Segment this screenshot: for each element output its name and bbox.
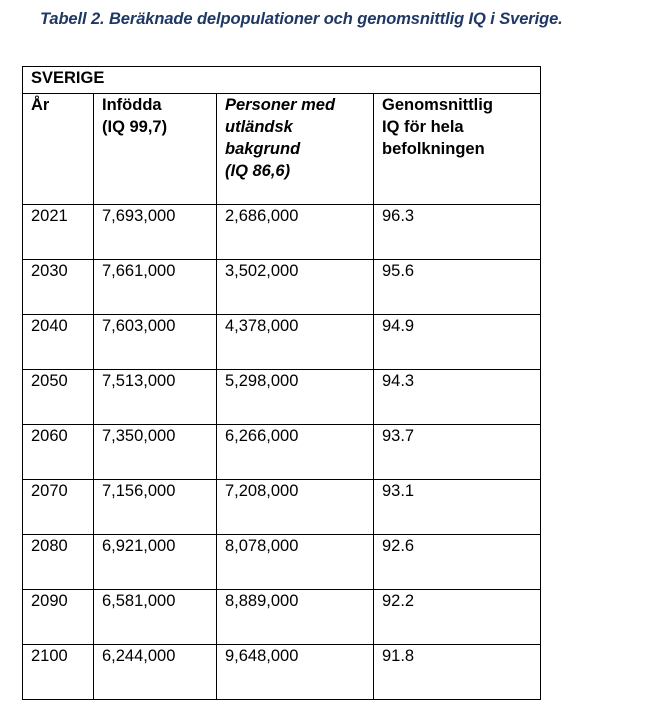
table-row (23, 590, 541, 645)
cell-average-iq: 93.7 (374, 425, 541, 480)
country-row (23, 67, 541, 94)
cell-foreign-background: 7,208,000 (217, 480, 374, 535)
cell-foreign-background: 9,648,000 (217, 645, 374, 700)
table-row (23, 480, 541, 535)
table-row (23, 425, 541, 480)
cell-natives: 7,350,000 (94, 425, 217, 480)
cell-foreign-background: 6,266,000 (217, 425, 374, 480)
header-line: År (31, 96, 50, 114)
population-table (22, 66, 541, 700)
cell-year: 2030 (23, 260, 94, 315)
table-row (23, 205, 541, 260)
cell-natives: 6,581,000 (94, 590, 217, 645)
cell-natives: 7,693,000 (94, 205, 217, 260)
table-row (23, 535, 541, 590)
cell-natives: 7,661,000 (94, 260, 217, 315)
table-row (23, 645, 541, 700)
table-row (23, 315, 541, 370)
cell-foreign-background: 8,889,000 (217, 590, 374, 645)
table-row (23, 260, 541, 315)
header-line: IQ för hela (382, 118, 464, 136)
header-line: bakgrund (225, 140, 301, 158)
cell-average-iq: 92.6 (374, 535, 541, 590)
cell-foreign-background: 3,502,000 (217, 260, 374, 315)
cell-year: 2021 (23, 205, 94, 260)
country-label: SVERIGE (23, 67, 541, 94)
header-line: utländsk (225, 118, 293, 136)
cell-average-iq: 93.1 (374, 480, 541, 535)
header-line: Personer med (225, 96, 336, 114)
cell-average-iq: 91.8 (374, 645, 541, 700)
cell-natives: 6,921,000 (94, 535, 217, 590)
cell-foreign-background: 8,078,000 (217, 535, 374, 590)
data-rows (23, 205, 541, 700)
cell-foreign-background: 4,378,000 (217, 315, 374, 370)
cell-year: 2040 (23, 315, 94, 370)
cell-foreign-background: 2,686,000 (217, 205, 374, 260)
cell-average-iq: 95.6 (374, 260, 541, 315)
header-year (23, 94, 94, 205)
cell-average-iq: 92.2 (374, 590, 541, 645)
header-line: Genomsnittlig (382, 96, 493, 114)
cell-year: 2100 (23, 645, 94, 700)
cell-average-iq: 96.3 (374, 205, 541, 260)
header-foreign-background (217, 94, 374, 205)
header-average-iq (374, 94, 541, 205)
table-row (23, 370, 541, 425)
cell-year: 2070 (23, 480, 94, 535)
cell-year: 2060 (23, 425, 94, 480)
table-caption: Tabell 2. Beräknade delpopulationer och genomsnittlig IQ i Sverige. (40, 10, 563, 28)
cell-natives: 7,156,000 (94, 480, 217, 535)
header-line: befolkningen (382, 140, 485, 158)
cell-year: 2080 (23, 535, 94, 590)
header-line: (IQ 99,7) (102, 118, 168, 136)
header-line: (IQ 86,6) (225, 162, 291, 180)
header-line: Infödda (102, 96, 162, 114)
header-row (23, 94, 541, 205)
header-natives (94, 94, 217, 205)
cell-natives: 7,603,000 (94, 315, 217, 370)
cell-year: 2090 (23, 590, 94, 645)
cell-natives: 6,244,000 (94, 645, 217, 700)
cell-year: 2050 (23, 370, 94, 425)
cell-average-iq: 94.3 (374, 370, 541, 425)
cell-natives: 7,513,000 (94, 370, 217, 425)
cell-average-iq: 94.9 (374, 315, 541, 370)
cell-foreign-background: 5,298,000 (217, 370, 374, 425)
